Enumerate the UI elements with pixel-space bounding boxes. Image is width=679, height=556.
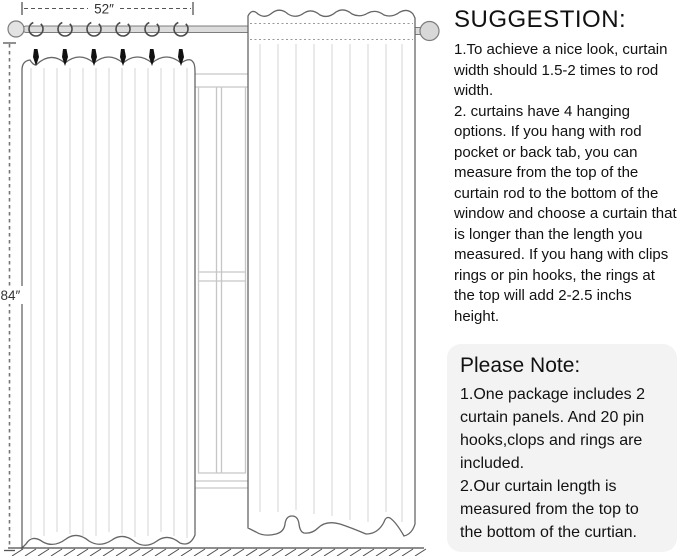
- suggestion-title: SUGGESTION:: [454, 6, 627, 33]
- suggestion-item-1: 1.To achieve a nice look, curtain width should 1.5-2 times to rod width.: [454, 41, 668, 99]
- right-curtain-panel: [248, 10, 415, 536]
- dimension-height: [0, 43, 23, 551]
- rod-finial-left: [8, 21, 24, 37]
- floor-hatching: [12, 549, 426, 556]
- floor-line: [8, 548, 426, 556]
- dimension-width: [22, 2, 193, 17]
- please-note-box: [447, 344, 677, 552]
- note-item-2: 2.Our curtain length is measured from the top to the bottom of the curtian.: [460, 478, 639, 541]
- please-note-title: Please Note:: [460, 354, 581, 377]
- rod-width-label: 52″: [94, 1, 114, 17]
- note-item-1: 1.One package includes 2 curtain panels. And 20 pin hooks,clops and rings are included.: [460, 386, 646, 472]
- suggestion-body: [454, 40, 679, 327]
- suggestion-item-2: 2. curtains have 4 hanging options. If you hang with rod pocket or back tab, you can measure from the top of the curtain rod to the bottom of the window and choose a curtain that is longer than the length you measured. If you hang with clips rings or pin hooks, the rings at the top will add 2-2.5 inchs height.: [454, 102, 677, 325]
- left-curtain-panel: [22, 57, 195, 548]
- please-note-body: [460, 383, 664, 544]
- curtain-length-label: 84″: [0, 288, 21, 303]
- suggestion-section: [454, 6, 679, 327]
- rod-finial-right: [420, 22, 439, 41]
